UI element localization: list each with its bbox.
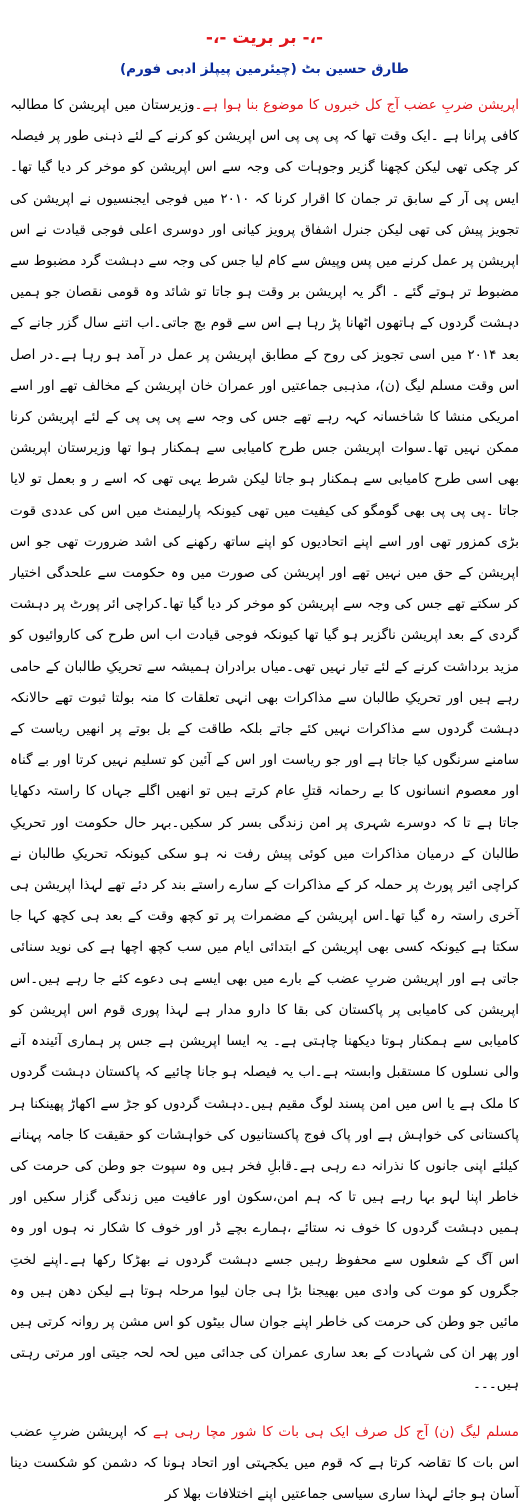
author-byline: طارق حسین بٹ (چیئرمین پیپلز ادبی فورم) — [119, 61, 410, 77]
paragraph-1-lead: اپریشن ضربِ عضب آج کل خبروں کا موضوع بنا ہوا ہے۔ — [194, 97, 519, 113]
paragraph-1-text: وزیرستان میں اپریشن کا مطالبہ کافی پرانا ہے ۔ایک وقت تھا کہ پی پی پی اس اپریشن کو کرنے کے لئے ذہنی طور پر فیصلہ کر چکی تھی لیکن کچھنا گزیر وجوہات کی وجہ سے اس اپریشن کو موخر کر دیا گیا تھا۔ایس پی آر کے سابق تر جمان کا اقرار کرنا کہ ۲۰۱۰ میں فوجی ایجنسیوں نے اپریشن کی تجویز پیش کی تھی لیکن جنرل اشفاق پرویز کیانی اور دوسری اعلی فوجی قیادت نے اس اپریشن پر عمل کرنے میں پس وپیش سے کام لیا جس کی وجہ سے دہشت گرد مضبوط سے مضبوط تر ہوتے گئے ۔ اگر یہ اپریشن بر وقت ہو جاتا تو شائد وہ قومی نقصان جو ہمیں دہشت گردوں کے ہاتھوں اٹھانا پڑ رہا ہے اس سے قوم بچ جاتی۔اب اتنے سال گزر جانے کے بعد ۲۰۱۴ میں اسی تجویز کی روح کے مطابق اپریشن پر عمل در آمد ہو رہا ہے۔در اصل اس وقت مسلم لیگ (ن)، مذہبی جماعتیں اور عمران خان اپریشن کے مخالف تھے اور اسے امریکی منشا کا شاخسانہ کہہ رہے تھے جس کی وجہ سے پی پی پی کے لئے اپریشن کرنا ممکن نہیں تھا۔سوات اپریشن جس طرح کامیابی سے ہمکنار ہوا تھا وزیرستان اپریشن بھی اسی طرح کامیابی سے ہمکنار ہو جاتا لیکن شرط یہی تھی کہ اسے ر و بعمل تو لایا جاتا ۔پی پی پی بھی گومگو کی کیفیت میں تھی کیونکہ پارلیمنٹ میں اس کی عددی قوت بڑی کمزور تھی اور اسے اپنے اتحادیوں کو اپنے ساتھ رکھنے کی اشد ضرورت تھی جو اس اپریشن کے حق میں نہیں تھے اور اپریشن کی صورت میں وہ حکومت سے علحدگی اختیار کر سکتے تھے جس کی وجہ سے اپریشن کو موخر کر دیا گیا تھا۔کراچی ائر پورٹ پر دہشت گردی کے بعد اپریشن ناگزیر ہو گیا تھا کیونکہ فوجی قیادت اب اس طرح کی کاروائیوں کو مزید برداشت کرنے کے لئے تیار نہیں تھی۔میاں برادران ہمیشہ سے تحریکِ طالبان کے حامی رہے ہیں اور تحریکِ طالبان سے مذاکرات بھی انہی تعلقات کا منہ بولتا ثبوت تھے حالانکہ دہشت گردوں سے مذاکرات نہیں کئے جاتے بلکہ طاقت کے بل بوتے پر انھیں ریاست کے سامنے سرنگوں کیا جاتا ہے اور جو ریاست اور اس کے آئین کو تسلیم نہیں کرتا اور بے گناہ اور معصوم انسانوں کا بے رحمانہ قتلِ عام کرتے ہیں تو انھیں اگلے جہاں کا راستہ دکھایا جاتا ہے تا کہ دوسرے شہری پر امن زندگی بسر کر سکیں۔بہر حال حکومت اور تحریکِ طالبان کے درمیان مذاکرات میں کوئی پیش رفت نہ ہو سکی کیونکہ تحریکِ طالبان نے کراچی ائیر پورٹ پر حملہ کر کے مذاکرات کے سارے راستے بند کر دئے تھے لہذا اپریشن ہی آخری راستہ رہ گیا تھا۔اس اپریشن کے مضمرات پر تو کچھ وقت کے بعد ہی کچھ کہا جا سکتا ہے کیونکہ کسی بھی اپریشن کے ابتدائی ایام میں سب کچھ اچھا ہے کی نوید سنائی جاتی ہے اور اپریشن ضربِ عضب کے بارے میں بھی ایسے ہی دعوے کئے جا رہے ہیں۔اس اپریشن کی کامیابی پر پاکستان کی بقا کا دارو مدار ہے لہذا پوری قوم اس اپریشن کو کامیابی سے ہمکنار ہوتا دیکھنا چاہتی ہے۔ یہ ایسا اپریشن ہے جس پر ہماری آئیندہ آنے والی نسلوں کا مستقبل وابستہ ہے۔اب یہ فیصلہ ہو جانا چائیے کہ پاکستان دہشت گردوں کا ملک ہے یا اس میں امن پسند لوگ مقیم ہیں۔دہشت گردوں کو جڑ سے اکھاڑ پھینکنا ہر پاکستانی کی خواہش ہے اور پاک فوج پاکستانیوں کی خواہشات کو حقیقت کا جامہ پہنانے کیلئے اپنی جانوں کا نذرانہ دے رہی ہے۔قابلِ فخر ہیں وہ سپوت جو وطن کی حرمت کی خاطر اپنا لہو بہا رہے ہیں تا کہ ہم امن،سکون اور عافیت میں زندگی گزار سکیں اور ہمیں دہشت گردوں کا خوف نہ ستائے ،ہمارے بچے ڈر اور خوف کا شکار نہ ہوں اور وہ اس آگ کے شعلوں سے محفوظ رہیں جسے دہشت گردوں نے بھڑکا رکھا ہے۔اپنے لختِ جگروں کو موت کی وادی میں بھیجنا بڑا ہی جان لیوا مرحلہ ہوتا ہے لیکن دھن ہیں وہ مائیں جو وطن کی حرمت کی خاطر اپنے جوان سال بیٹوں کو اس مشن پر روانہ کرتی ہیں اور پھر ان کی شہادت کے بعد ساری عمران کی جدائی میں لحہ لحہ جیتی اور مرتی رہتی ہیں۔۔۔ — [10, 97, 519, 1393]
paragraph-2-text: کہ اپریشن ضربِ عضب اس بات کا تقاضہ کرتا ہے کہ قوم میں یکجہتی اور اتحاد ہونا کہ دشمن کو شکست دینا آسان ہو جائے لہذا ساری سیاسی جماعتیں اپنے اختلافات بھلا کر — [10, 1423, 519, 1502]
article-paragraph-2 — [10, 1417, 519, 1510]
article-title: -،- بر بریت -،- — [205, 28, 324, 48]
article-paragraph-1 — [10, 90, 519, 1401]
paragraph-2-lead: مسلم لیگ (ن) آج کل صرف ایک ہی بات کا شور مچا رہی ہے — [152, 1423, 519, 1440]
